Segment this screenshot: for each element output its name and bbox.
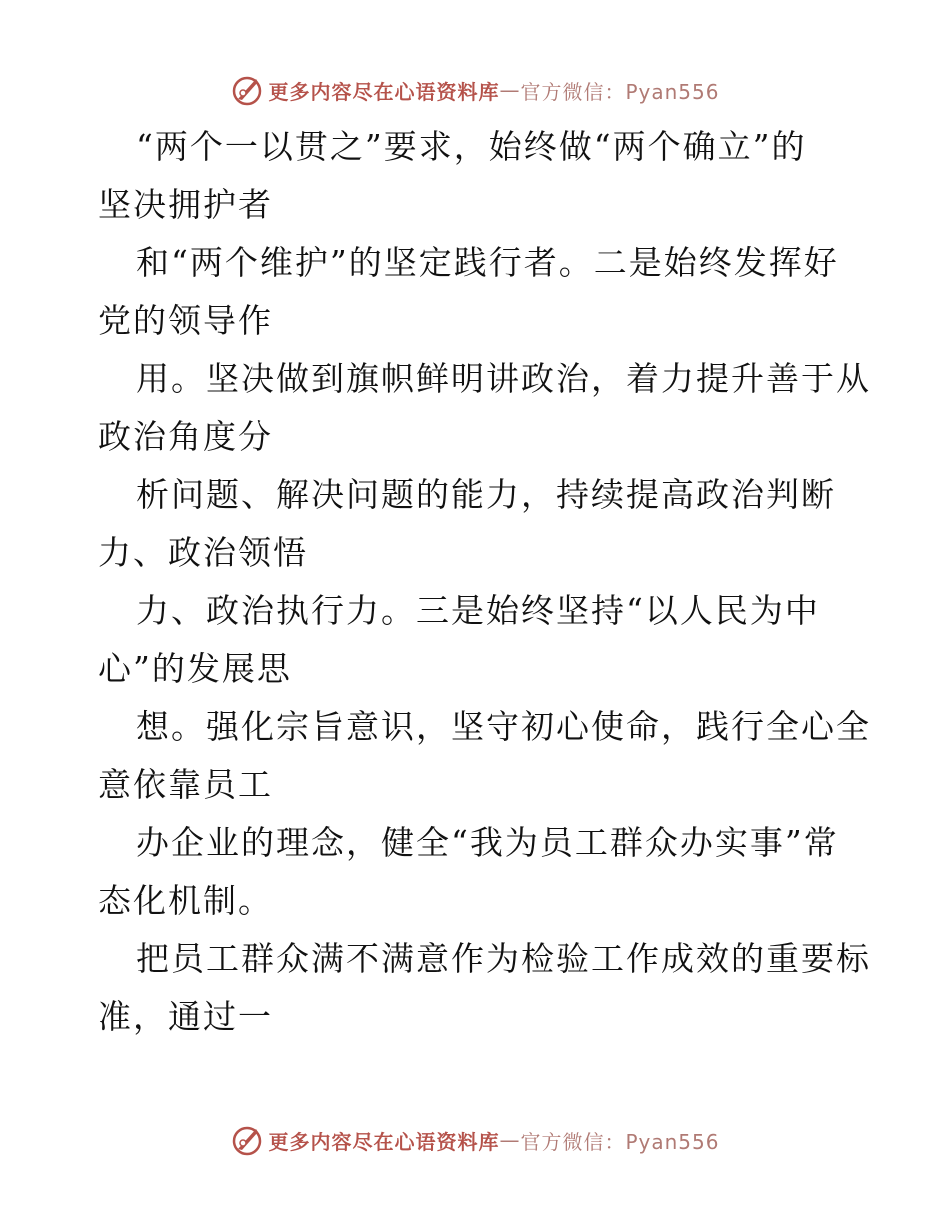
body-line: 和“两个维护”的坚定践行者。二是始终发挥好 xyxy=(136,243,839,282)
document-body xyxy=(98,118,871,1046)
header-separator: — xyxy=(499,78,521,102)
body-line: 坚决拥护者 xyxy=(98,185,273,224)
quill-logo-icon xyxy=(230,73,264,107)
footer-separator: — xyxy=(499,1128,521,1152)
body-line: 析问题、解决问题的能力，持续提高政治判断 xyxy=(136,475,836,514)
body-line: 把员工群众满不满意作为检验工作成效的重要标 xyxy=(136,939,871,978)
body-line: 意依靠员工 xyxy=(98,765,273,804)
body-line: 力、政治执行力。三是始终坚持“以人民为中 xyxy=(136,591,820,630)
body-line: 政治角度分 xyxy=(98,417,273,456)
quill-logo-icon xyxy=(230,1123,264,1157)
body-line: 力、政治领悟 xyxy=(98,533,308,572)
header-brand-text: 更多内容尽在心语资料库 xyxy=(268,79,500,104)
body-line: 用。坚决做到旗帜鲜明讲政治，着力提升善于从 xyxy=(136,359,871,398)
body-line: 心”的发展思 xyxy=(98,649,292,688)
body-line: 想。强化宗旨意识，坚守初心使命，践行全心全 xyxy=(136,707,871,746)
header-watermark xyxy=(0,70,950,110)
body-line: “两个一以贯之”要求，始终做“两个确立”的 xyxy=(136,127,807,166)
footer-brand-text: 更多内容尽在心语资料库 xyxy=(268,1129,500,1154)
footer-watermark xyxy=(0,1120,950,1160)
body-line: 党的领导作 xyxy=(98,301,273,340)
footer-contact-text: 官方微信：Pyan556 xyxy=(520,1129,720,1154)
body-line: 态化机制。 xyxy=(98,881,273,920)
body-line: 准，通过一 xyxy=(98,997,273,1036)
body-line: 办企业的理念，健全“我为员工群众办实事”常 xyxy=(136,823,839,862)
header-contact-text: 官方微信：Pyan556 xyxy=(520,79,720,104)
